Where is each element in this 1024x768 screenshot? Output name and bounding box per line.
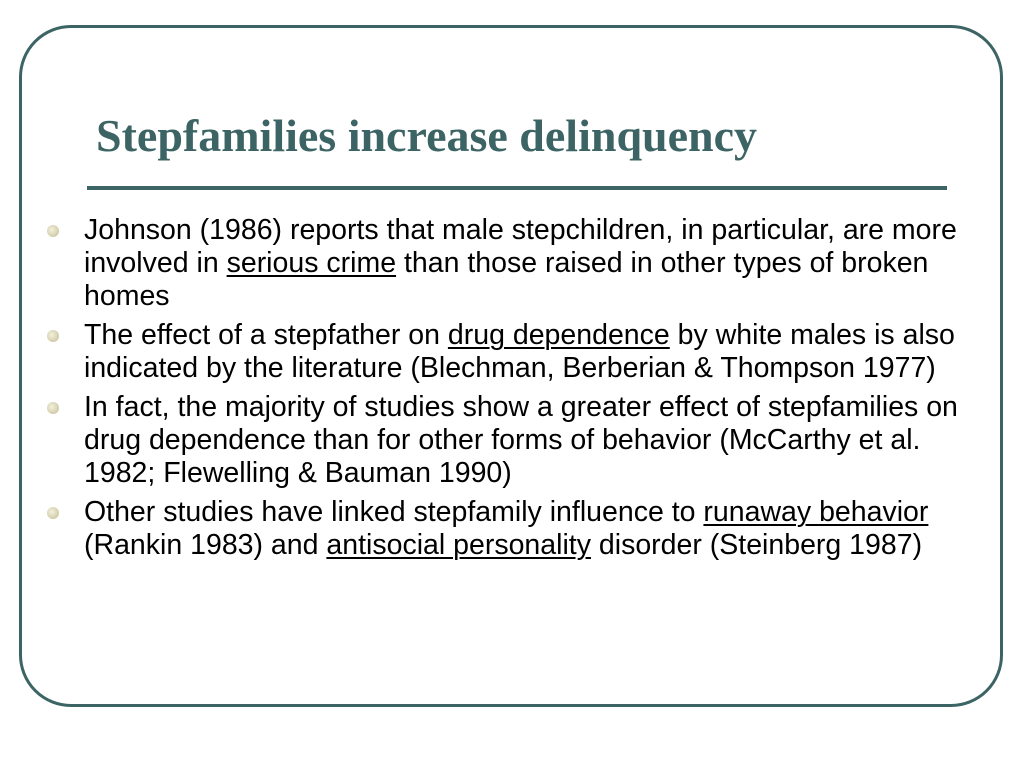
bullet-dot-icon	[47, 507, 59, 519]
underlined-term-antisocial-personality: antisocial personality	[326, 529, 591, 561]
bullet-text: than those raised in other types of broken homes	[84, 247, 929, 312]
bullet-text: disorder (Steinberg 1987)	[590, 529, 923, 561]
bullet-item	[84, 391, 974, 490]
bullet-text: by white males is also indicated by the literature (Blechman, Berberian & Thompson 1977)	[84, 319, 955, 384]
underlined-term-serious-crime: serious crime	[226, 247, 397, 279]
title-underline-divider	[87, 186, 947, 190]
bullet-text: Johnson (1986) reports that male stepchildren, in particular, are more involved in	[84, 214, 957, 279]
bullet-dot-icon	[47, 402, 59, 414]
bullet-item	[84, 496, 974, 562]
bullet-dot-icon	[47, 225, 59, 237]
bullet-text: The effect of a stepfather on	[84, 319, 448, 351]
bullet-item	[84, 319, 974, 385]
bullet-item	[84, 214, 974, 313]
underlined-term-drug-dependence: drug dependence	[447, 319, 670, 351]
bullet-list	[84, 214, 974, 568]
bullet-text: In fact, the majority of studies show a greater effect of stepfamilies on drug dependence than for other forms of behavior (McCarthy et al. 1982; Flewelling & Bauman 1990)	[84, 391, 958, 489]
bullet-dot-icon	[47, 330, 59, 342]
slide-title: Stepfamilies increase delinquency	[96, 110, 758, 161]
underlined-term-runaway-behavior: runaway behavior	[703, 496, 929, 528]
bullet-text: Other studies have linked stepfamily influence to	[84, 496, 704, 528]
bullet-text: (Rankin 1983) and	[84, 529, 327, 561]
